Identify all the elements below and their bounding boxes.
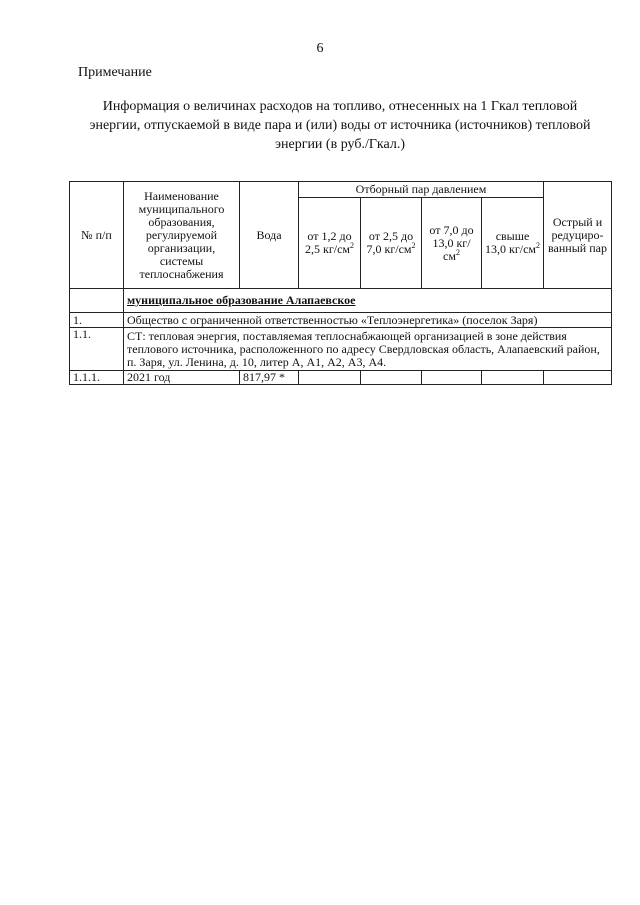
fuel-cost-table (69, 181, 612, 385)
row-num: 1. (70, 313, 124, 328)
unit-exponent: 2 (455, 247, 460, 257)
note-label: Примечание (78, 65, 152, 80)
municipality-cell (124, 289, 612, 313)
header-steam-4-text: свыше 13,0 кг/см (485, 229, 537, 256)
row-num: 1.1. (70, 328, 124, 371)
unit-exponent: 2 (350, 241, 354, 250)
header-steam-3 (422, 198, 482, 289)
data-row-steam-4 (482, 371, 544, 385)
header-sharp-steam: Острый и редуциро-ванный пар (544, 182, 612, 289)
header-steam-3-text: от 7,0 до 13,0 кг/см (429, 222, 474, 263)
municipality-title: муниципальное образование Алапаевское (127, 293, 356, 307)
data-row-steam-1 (299, 371, 361, 385)
data-row-water: 817,97 * (240, 371, 299, 385)
row-text: СТ: тепловая энергия, поставляемая теплоснабжающей организацией в зоне действия теплового источника, расположенного по адресу Свердловская область, Алапаевский район, п. Заря, ул. Ленина, д. 10, литер А, А1, А2, А3, А4. (124, 328, 612, 371)
header-name: Наименование муниципального образования, регулируемой организации, системы теплоснабжения (124, 182, 240, 289)
data-row-year: 2021 год (124, 371, 240, 385)
document-heading: Информация о величинах расходов на топливо, отнесенных на 1 Гкал тепловой энергии, отпускаемой в виде пара и (или) воды от источника (источников) тепловой энергии (в руб./Гкал.) (89, 99, 591, 152)
data-row-sharp-steam (544, 371, 612, 385)
row-text: Общество с ограниченной ответственностью «Теплоэнергетика» (поселок Заря) (124, 313, 612, 328)
municipality-row (70, 289, 612, 313)
data-row-num: 1.1.1. (70, 371, 124, 385)
municipality-num-cell (70, 289, 124, 313)
header-num: № п/п (70, 182, 124, 289)
page-number: 6 (316, 41, 324, 56)
table-row (70, 328, 612, 371)
header-steam-4 (482, 198, 544, 289)
header-steam-group: Отборный пар давлением (299, 182, 544, 198)
unit-exponent: 2 (411, 241, 416, 250)
data-row-steam-2 (361, 371, 422, 385)
data-row (70, 371, 612, 385)
unit-exponent: 2 (536, 241, 541, 250)
header-steam-1-text: от 1,2 до 2,5 кг/см (304, 229, 352, 256)
header-water: Вода (240, 182, 299, 289)
table-row (70, 313, 612, 328)
header-steam-2 (361, 198, 422, 289)
header-steam-1 (299, 198, 361, 289)
data-row-steam-3 (422, 371, 482, 385)
header-steam-2-text: от 2,5 до 7,0 кг/см (366, 229, 414, 256)
